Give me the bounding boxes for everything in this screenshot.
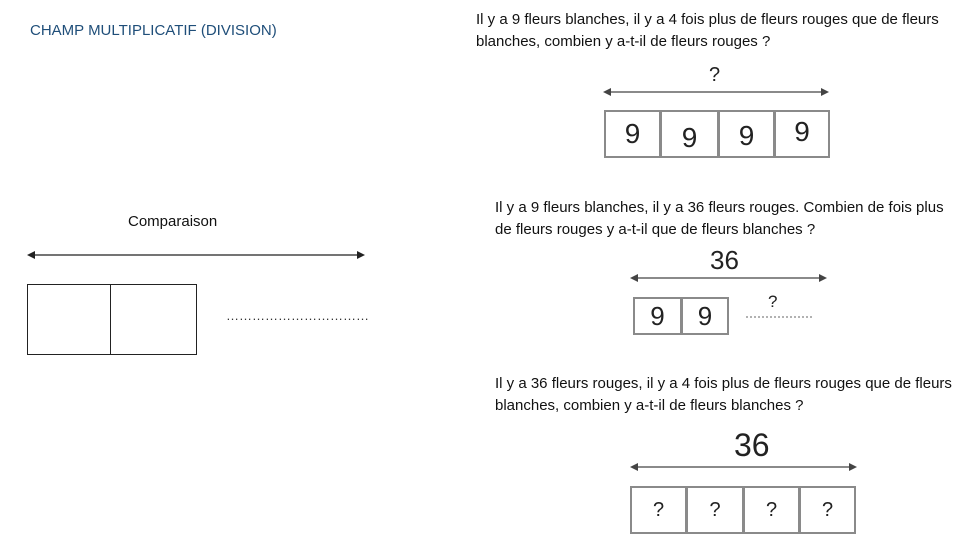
problem-1-top-label: ? bbox=[709, 64, 721, 86]
answer-blank: …………………………… bbox=[226, 308, 369, 323]
problem-1-arrow bbox=[603, 88, 829, 96]
problem-3-cell-1: ? bbox=[630, 486, 687, 534]
problem-1-cell-2: 9 bbox=[660, 110, 719, 158]
comparison-label: Comparaison bbox=[128, 213, 218, 230]
left-empty-box-1 bbox=[27, 284, 111, 355]
left-double-arrow bbox=[27, 251, 365, 259]
problem-2-text: Il y a 9 fleurs blanches, il y a 36 fleurs rouges. Combien de fois plus de fleurs rouges y a-t-il que de fleurs blanches ? bbox=[495, 199, 944, 238]
problem-2-cell-2: 9 bbox=[681, 297, 729, 335]
problem-2-cell-1: 9 bbox=[633, 297, 682, 335]
problem-3-arrow bbox=[630, 463, 857, 471]
problem-3-cell-2: ? bbox=[686, 486, 744, 534]
problem-1-text: Il y a 9 fleurs blanches, il y a 4 fois plus de fleurs rouges que de fleurs blanches, combien y a-t-il de fleurs rouges ? bbox=[476, 11, 939, 50]
problem-1-cell-1: 9 bbox=[604, 110, 661, 158]
problem-3-cell-4: ? bbox=[799, 486, 856, 534]
problem-2-side-label: ? bbox=[768, 292, 778, 311]
problem-3-text: Il y a 36 fleurs rouges, il y a 4 fois plus de fleurs rouges que de fleurs blanches, combien y a-t-il de fleurs blanches ? bbox=[495, 375, 952, 414]
problem-1-cell-3: 9 bbox=[718, 110, 775, 158]
page-title: CHAMP MULTIPLICATIF (DIVISION) bbox=[30, 22, 277, 39]
problem-1-cell-4: 9 bbox=[774, 110, 830, 158]
problem-3-cell-3: ? bbox=[743, 486, 800, 534]
problem-3-top-label: 36 bbox=[734, 427, 770, 463]
left-empty-box-2 bbox=[110, 284, 197, 355]
problem-2-top-label: 36 bbox=[710, 245, 739, 275]
